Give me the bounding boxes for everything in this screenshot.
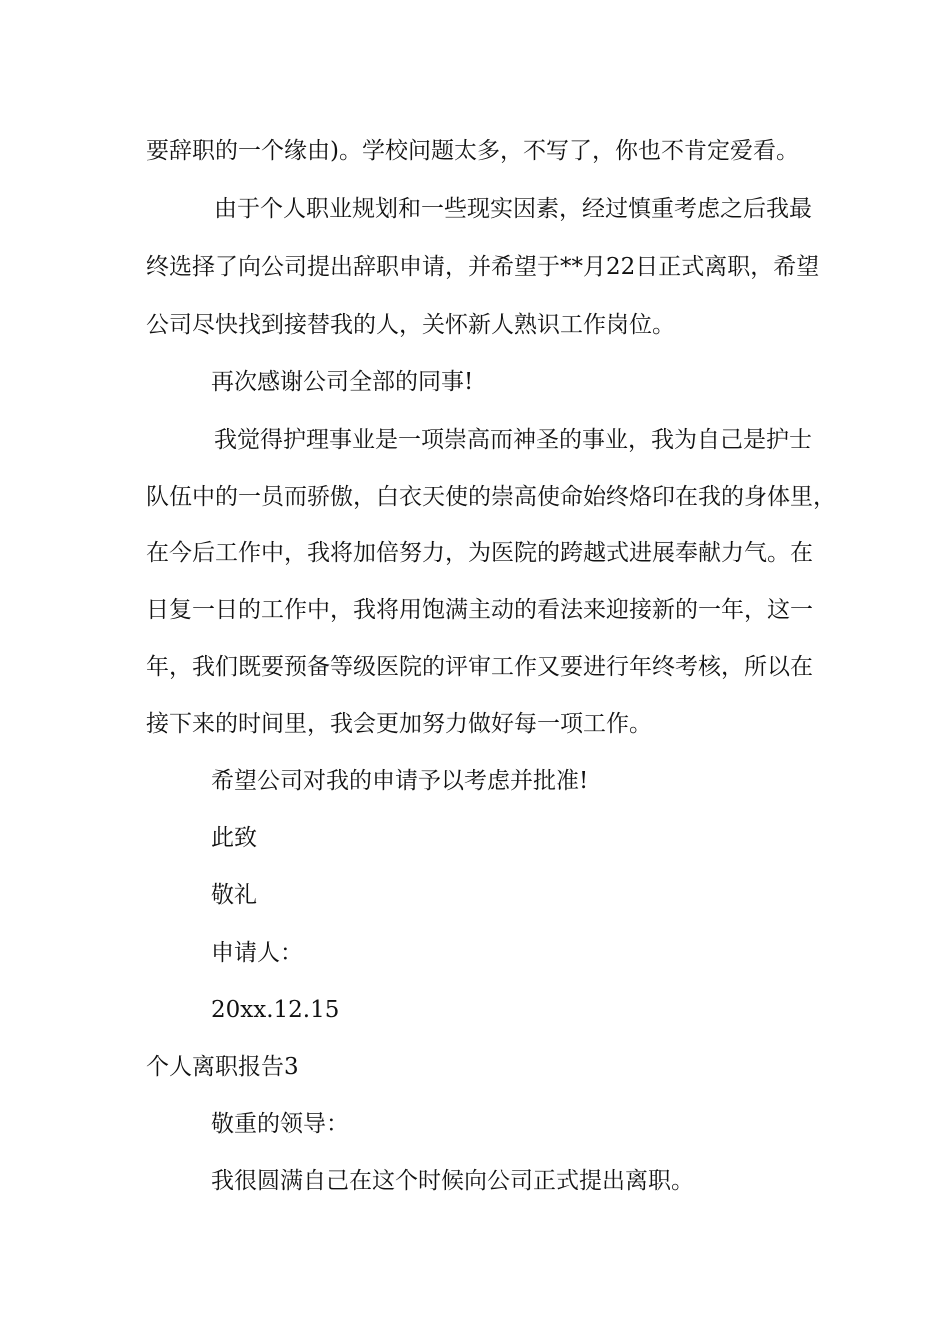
paragraph-line: 队伍中的一员而骄傲，白衣天使的崇高使命始终烙印在我的身体里， <box>146 484 836 510</box>
paragraph-line: 在今后工作中，我将加倍努力，为医院的跨越式进展奉献力气。在 <box>146 540 813 566</box>
section-title: 个人离职报告3 <box>146 1054 299 1080</box>
closing-salutation: 此致 <box>211 825 257 851</box>
paragraph-line: 再次感谢公司全部的同事! <box>211 369 474 395</box>
closing-respect: 敬礼 <box>211 882 257 908</box>
greeting: 敬重的领导： <box>211 1111 349 1137</box>
paragraph-line: 公司尽快找到接替我的人，关怀新人熟识工作岗位。 <box>146 312 675 338</box>
paragraph-line: 接下来的时间里，我会更加努力做好每一项工作。 <box>146 711 652 737</box>
paragraph-line: 由于个人职业规划和一些现实因素，经过慎重考虑之后我最 <box>214 196 812 222</box>
paragraph-line: 日复一日的工作中，我将用饱满主动的看法来迎接新的一年，这一 <box>146 597 813 623</box>
paragraph-line: 要辞职的一个缘由)。学校问题太多，不写了，你也不肯定爱看。 <box>146 138 799 164</box>
paragraph-line: 希望公司对我的申请予以考虑并批准! <box>211 768 589 794</box>
paragraph-line: 终选择了向公司提出辞职申请，并希望于**月22日正式离职，希望 <box>146 254 820 280</box>
date-text: 20xx.12.15 <box>211 997 340 1023</box>
paragraph-line: 我觉得护理事业是一项崇高而神圣的事业，我为自己是护士 <box>214 427 812 453</box>
applicant-label: 申请人： <box>211 940 303 966</box>
paragraph-line: 年，我们既要预备等级医院的评审工作又要进行年终考核，所以在 <box>146 654 813 680</box>
paragraph-line: 我很圆满自己在这个时候向公司正式提出离职。 <box>211 1168 694 1194</box>
